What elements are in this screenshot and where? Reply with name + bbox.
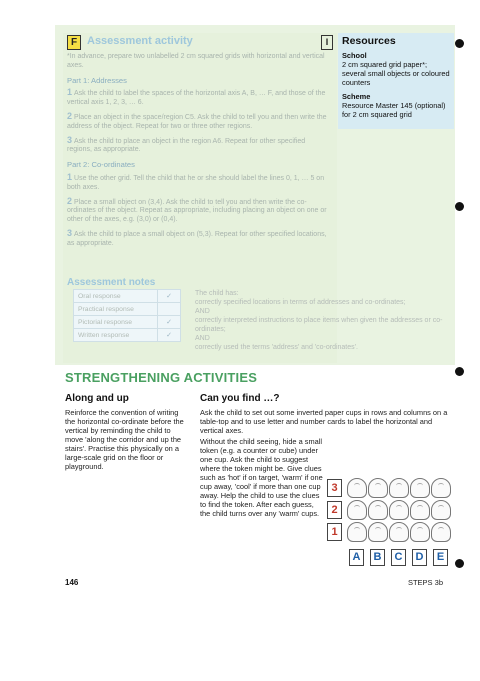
scheme-label: Scheme	[342, 92, 371, 101]
section-flag: F	[67, 35, 81, 50]
step-item: 2 Place an object in the space/region C5. Ask the child to tell you and then write the address of the object. Repeat for two or three other regions.	[67, 110, 327, 130]
cup-icon	[431, 500, 451, 520]
page-number: 146	[65, 578, 79, 587]
cup-icon	[431, 478, 451, 498]
cup-icon	[347, 522, 367, 542]
cups-grid-illustration	[327, 477, 452, 577]
step-item: 3 Ask the child to place a small object on (5,3). Repeat for other specified locations, as appropriate.	[67, 227, 327, 247]
col-label-card: A	[349, 549, 364, 566]
cup-icon	[368, 522, 388, 542]
cup-icon	[347, 500, 367, 520]
page	[55, 25, 455, 590]
margin-dot	[455, 202, 464, 211]
school-label: School	[342, 51, 367, 60]
col1-title: Along and up	[65, 393, 129, 404]
tick-icon: ✓	[158, 290, 181, 303]
margin-dot	[455, 39, 464, 48]
row-label-card: 1	[327, 523, 342, 541]
assessment-instructions	[67, 53, 329, 253]
cup-icon	[368, 500, 388, 520]
table-row: Practical response	[74, 303, 181, 316]
margin-dot	[455, 559, 464, 568]
step-item: 3 Ask the child to place an object in the region A6. Repeat for other specified regions, as appropriate.	[67, 134, 306, 154]
series-label: STEPS 3b	[407, 578, 443, 587]
col1-text: Reinforce the convention of writing the horizontal co-ordinate before the vertical by reminding the child to move 'along the corridor and up the stairs'. Practise this physically on a large-scale grid on the floor or playground.	[65, 408, 184, 471]
step-item: 2 Place a small object on (3,4). Ask the child to tell you and then write the co-ordinates of the object. Repeat as appropriate, including placing an object on one or other of the axes, e.g. (3,0) or (0,4).	[67, 195, 327, 224]
table-row: Pictorial response ✓	[74, 316, 181, 329]
table-row: Written response ✓	[74, 329, 181, 342]
step-item: 1 Ask the child to label the spaces of the horizontal axis A, B, … F, and those of the vertical axis 1, 2, 3, … 6.	[67, 87, 326, 107]
cup-icon	[347, 478, 367, 498]
individual-icon: I	[321, 35, 333, 50]
activity-title: Assessment activity	[87, 35, 193, 47]
activity-header	[67, 35, 335, 51]
row-label-card: 2	[327, 501, 342, 519]
cup-icon	[368, 478, 388, 498]
cup-icon	[389, 500, 409, 520]
tick-icon	[158, 303, 181, 316]
cup-icon	[431, 522, 451, 542]
cup-icon	[410, 500, 430, 520]
intro-text: *In advance, prepare two unlabelled 2 cm squared grids with horizontal and vertical axes.	[67, 53, 325, 69]
col2-intro: Ask the child to set out some inverted paper cups in rows and columns on a table-top and to use letter and number cards to label the horizontal and vertical axes.	[200, 408, 448, 435]
scheme-text: Resource Master 145 (optional) for 2 cm squared grid	[342, 101, 446, 119]
cup-icon	[389, 478, 409, 498]
margin-dot	[455, 367, 464, 376]
cup-icon	[410, 522, 430, 542]
response-table	[73, 289, 181, 342]
part2-title: Part 2: Co-ordinates	[67, 160, 135, 170]
col-label-card: D	[412, 549, 427, 566]
col2-text: Without the child seeing, hide a small token (e.g. a counter or cube) under one cup. Ask the child to suggest where the token might be. Give clues such as 'hot' if on target, 'warm' if one cup away, 'cool' if more than one cup away. Help the child to use the clues to find the token. After each guess, the child turns over any 'warm' cups.	[200, 437, 323, 518]
strengthening-title: STRENGTHENING ACTIVITIES	[65, 370, 258, 385]
tick-icon: ✓	[158, 316, 181, 329]
step-item: 1 Use the other grid. Tell the child that he or she should label the lines 0, 1, … 5 on both axes.	[67, 171, 325, 191]
school-text: 2 cm squared grid paper*; several small objects or coloured counters	[342, 60, 450, 87]
notes-title: Assessment notes	[67, 277, 156, 288]
notes-criteria: The child has: correctly specified locations in terms of addresses and co-ordinates; AND correctly interpreted instructions to place items when given the addresses or co-ordinates; AND correctly used the terms 'address' and 'co-ordinates'.	[195, 290, 443, 351]
col2-title: Can you find …?	[200, 393, 280, 404]
col-label-card: C	[391, 549, 406, 566]
table-row: Oral response ✓	[74, 290, 181, 303]
tick-icon: ✓	[158, 329, 181, 342]
col-label-card: E	[433, 549, 448, 566]
part1-title: Part 1: Addresses	[67, 75, 127, 85]
cup-icon	[389, 522, 409, 542]
col-label-card: B	[370, 549, 385, 566]
resources-box	[338, 33, 454, 129]
cup-icon	[410, 478, 430, 498]
row-label-card: 3	[327, 479, 342, 497]
resources-title: Resources	[342, 35, 396, 47]
